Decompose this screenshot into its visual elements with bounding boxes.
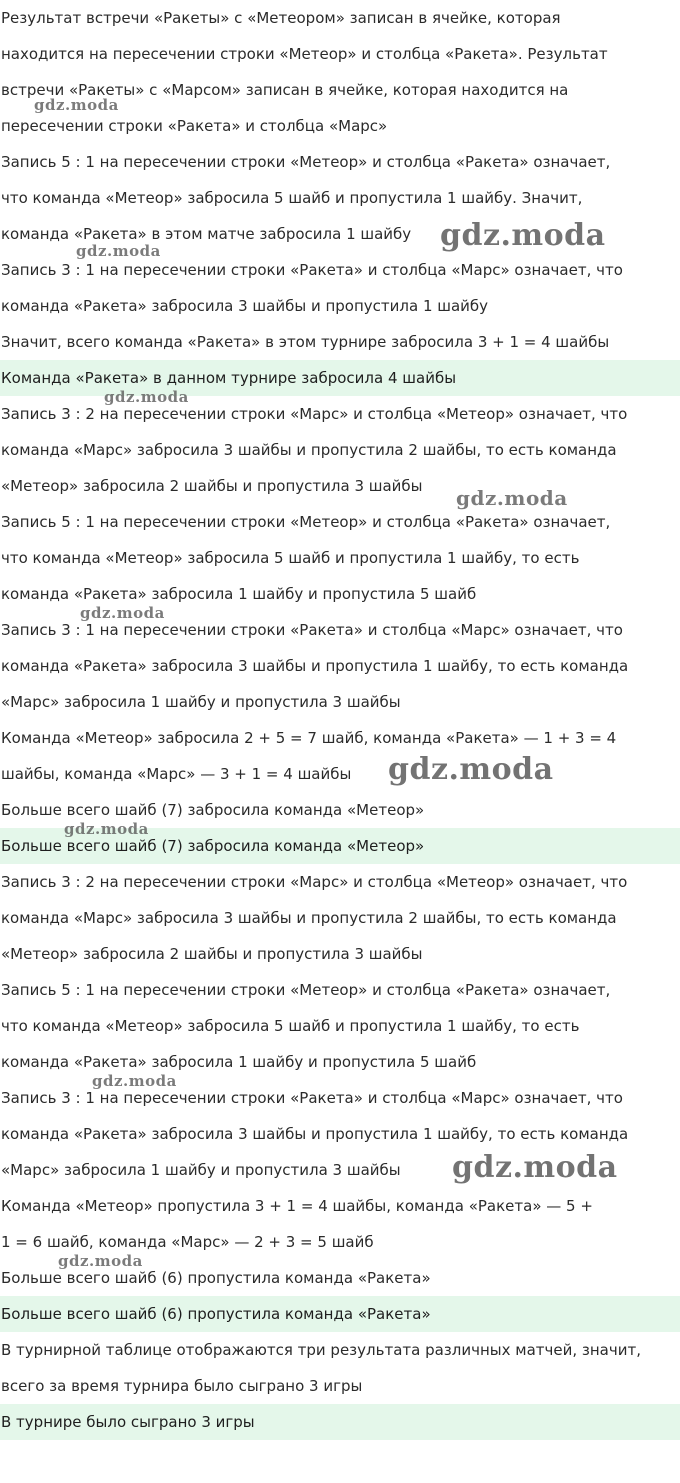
watermark: gdz.moda <box>80 604 165 622</box>
text-line: команда «Ракета» забросила 3 шайбы и пропустила 1 шайбу <box>1 297 489 315</box>
watermark: gdz.moda <box>388 752 554 787</box>
text-line: Больше всего шайб (7) забросила команда «Метеор» <box>1 801 425 819</box>
answer-line: В турнире было сыграно 3 игры <box>0 1404 680 1440</box>
answer-line: Больше всего шайб (6) пропустила команда «Ракета» <box>0 1296 680 1332</box>
text-line: команда «Ракета» забросила 1 шайбу и пропустила 5 шайб <box>1 1053 477 1071</box>
text-line: Запись 5 : 1 на пересечении строки «Метеор» и столбца «Ракета» означает, <box>1 513 611 531</box>
text-line: что команда «Метеор» забросила 5 шайб и пропустила 1 шайбу. Значит, <box>1 189 583 207</box>
text-line: Запись 3 : 2 на пересечении строки «Марс» и столбца «Метеор» означает, что <box>1 405 628 423</box>
text-line: Запись 3 : 1 на пересечении строки «Ракета» и столбца «Марс» означает, что <box>1 1089 623 1107</box>
text-line: находится на пересечении строки «Метеор» и столбца «Ракета». Результат <box>1 45 608 63</box>
text-line: команда «Ракета» забросила 1 шайбу и пропустила 5 шайб <box>1 585 477 603</box>
text-line: «Марс» забросила 1 шайбу и пропустила 3 шайбы <box>1 693 401 711</box>
text-line: Значит, всего команда «Ракета» в этом турнире забросила 3 + 1 = 4 шайбы <box>1 333 610 351</box>
answer-line: Команда «Ракета» в данном турнире забросила 4 шайбы <box>0 360 680 396</box>
text-line: всего за время турнира было сыграно 3 игры <box>1 1377 363 1395</box>
text-line: 1 = 6 шайб, команда «Марс» — 2 + 3 = 5 шайб <box>1 1233 374 1251</box>
text-line: команда «Ракета» забросила 3 шайбы и пропустила 1 шайбу, то есть команда <box>1 1125 629 1143</box>
watermark: gdz.moda <box>452 1150 618 1185</box>
watermark: gdz.moda <box>64 820 149 838</box>
watermark: gdz.moda <box>104 388 189 406</box>
text-line: команда «Марс» забросила 3 шайбы и пропустила 2 шайбы, то есть команда <box>1 441 617 459</box>
text-line: «Метеор» забросила 2 шайбы и пропустила 3 шайбы <box>1 477 423 495</box>
text-line: Запись 3 : 2 на пересечении строки «Марс» и столбца «Метеор» означает, что <box>1 873 628 891</box>
watermark: gdz.moda <box>76 242 161 260</box>
text-line: что команда «Метеор» забросила 5 шайб и пропустила 1 шайбу, то есть <box>1 549 580 567</box>
text-line: Результат встречи «Ракеты» с «Метеором» записан в ячейке, которая <box>1 9 561 27</box>
text-line: встречи «Ракеты» с «Марсом» записан в ячейке, которая находится на <box>1 81 569 99</box>
text-line: Запись 5 : 1 на пересечении строки «Метеор» и столбца «Ракета» означает, <box>1 153 611 171</box>
watermark: gdz.moda <box>456 486 568 510</box>
text-line: Запись 3 : 1 на пересечении строки «Ракета» и столбца «Марс» означает, что <box>1 261 623 279</box>
text-line: «Метеор» забросила 2 шайбы и пропустила 3 шайбы <box>1 945 423 963</box>
text-line: команда «Ракета» забросила 3 шайбы и пропустила 1 шайбу, то есть команда <box>1 657 629 675</box>
text-line: Запись 3 : 1 на пересечении строки «Ракета» и столбца «Марс» означает, что <box>1 621 623 639</box>
text-line: что команда «Метеор» забросила 5 шайб и пропустила 1 шайбу, то есть <box>1 1017 580 1035</box>
text-line: Команда «Метеор» пропустила 3 + 1 = 4 шайбы, команда «Ракета» — 5 + <box>1 1197 593 1215</box>
text-line: В турнирной таблице отображаются три результата различных матчей, значит, <box>1 1341 641 1359</box>
text-line: «Марс» забросила 1 шайбу и пропустила 3 шайбы <box>1 1161 401 1179</box>
watermark: gdz.moda <box>58 1252 143 1270</box>
text-line: пересечении строки «Ракета» и столбца «Марс» <box>1 117 388 135</box>
text-line: Запись 5 : 1 на пересечении строки «Метеор» и столбца «Ракета» означает, <box>1 981 611 999</box>
text-line: шайбы, команда «Марс» — 3 + 1 = 4 шайбы <box>1 765 352 783</box>
text-line: Больше всего шайб (6) пропустила команда «Ракета» <box>1 1269 431 1287</box>
text-line: команда «Ракета» в этом матче забросила 1 шайбу <box>1 225 412 243</box>
answer-line: Больше всего шайб (7) забросила команда «Метеор» <box>0 828 680 864</box>
text-line: команда «Марс» забросила 3 шайбы и пропустила 2 шайбы, то есть команда <box>1 909 617 927</box>
watermark: gdz.moda <box>92 1072 177 1090</box>
text-line: Команда «Метеор» забросила 2 + 5 = 7 шайб, команда «Ракета» — 1 + 3 = 4 <box>1 729 617 747</box>
watermark: gdz.moda <box>440 218 606 253</box>
watermark: gdz.moda <box>34 96 119 114</box>
